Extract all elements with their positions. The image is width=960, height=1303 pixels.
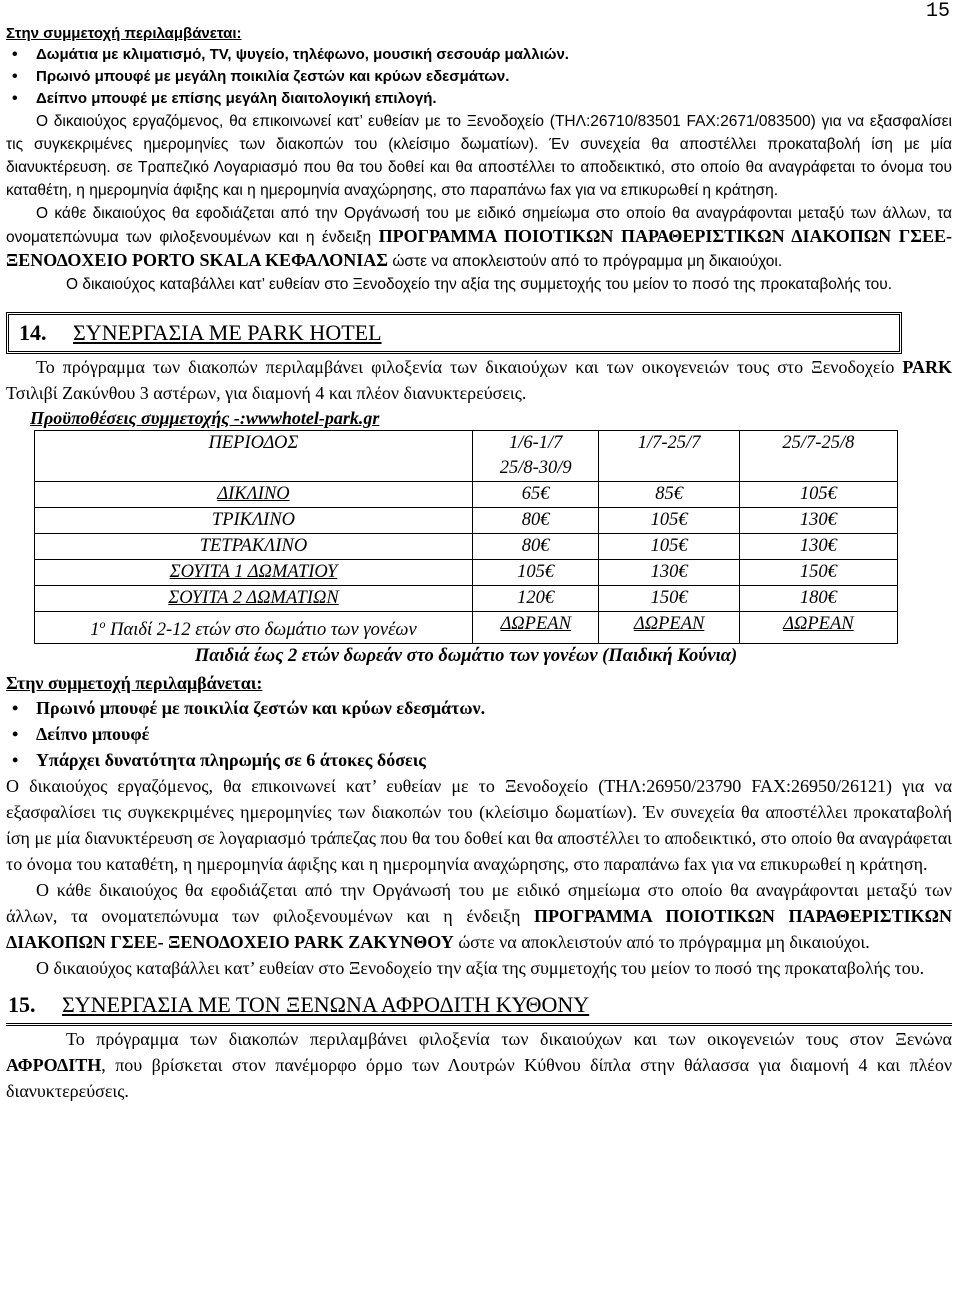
guesthouse-name: ΑΦΡΟΔΙΤΗ [6,1055,102,1076]
price-cell [472,612,598,644]
section-title: ΣΥΝΕΡΓΑΣΙΑ ΜΕ ΤΟΝ ΞΕΝΩΝΑ ΑΦΡΟΔΙΤΗ ΚΥΘΟΝΥ [62,992,590,1018]
table-footnote-row [35,644,898,670]
child-row-number: 1 [90,620,100,641]
voucher-text-end: ώστε να αποκλειστούν από το πρόγραμμα μη δικαιούχοι. [453,932,870,953]
room-type: ΤΡΙΚΛΙΝΟ [35,508,473,534]
price-cell: 105€ [472,560,598,586]
room-type [35,586,473,612]
section-number: 14. [19,320,47,345]
price-cell: 85€ [599,482,739,508]
price-cell: 65€ [472,482,598,508]
document-page [6,0,952,1104]
table-row [35,586,898,612]
table-row [35,534,898,560]
price-cell: 130€ [739,508,897,534]
price-table [34,430,898,669]
intro-text: Το πρόγραμμα των διακοπών περιλαμβάνει φιλοξενία των δικαιούχων και των οικογενειών τους στον Ξενώνα [66,1029,952,1050]
price-cell: 105€ [599,508,739,534]
table-row [35,482,898,508]
intro-text: Το πρόγραμμα των διακοπών περιλαμβάνει φιλοξενία των δικαιούχων και των οικογενειών τους στο Ξενοδοχείο [36,357,903,377]
free-label: ΔΩΡΕΑΝ [500,614,571,634]
section-14-includes-heading: Στην συμμετοχή περιλαμβάνεται: [6,673,263,694]
room-type-label: ΣΟΥΙΤΑ 2 ΔΩΜΑΤΙΩΝ [168,588,339,608]
child-row-ordinal: ο [99,617,106,631]
header-col-3: 25/7-25/8 [739,431,897,482]
free-label: ΔΩΡΕΑΝ [783,614,854,634]
page-number: 15 [925,0,950,23]
price-cell: 130€ [739,534,897,560]
price-cell: 130€ [599,560,739,586]
price-cell [599,612,739,644]
section-14-includes-list [6,695,952,773]
section-15-heading [6,987,952,1026]
child-row-text: Παιδί 2-12 ετών στο δωμάτιο των γονέων [105,620,417,641]
section-14-voucher-paragraph [6,877,952,955]
includes-heading: Στην συμμετοχή περιλαμβάνεται: [6,25,242,42]
list-item: • Δείπνο μπουφέ με επίσης μεγάλη διαιτολογική επιλογή. [6,88,952,110]
list-item: • Πρωινό μπουφέ με ποικιλία ζεστών και κρύων εδεσμάτων. [6,695,952,721]
booking-paragraph: Ο δικαιούχος εργαζόμενος, θα επικοινωνεί κατ’ ευθείαν με το Ξενοδοχείο (ΤΗΛ:26710/83501 FAX:2671/083500) για να εξασφαλίσει τις συγκεκριμένες ημερομηνίες των διακοπών του (κλείσιμο δωματίων). Έν συνεχεία θα αποστέλλει προκαταβολή ίση με μία διανυκτέρευση. σε Τραπεζικό Λογαριασμό που θα του δοθεί και θα αποστέλλει το αποδεικτικό, στο οποίο θα αναγράφεται το όνομα του καταθέτη, η ημερομηνία άφιξης και η ημερομηνία αναχώρησης, στο παραπάνω fax για να επικυρωθεί η κράτηση. [6,113,952,199]
header-col-1 [472,431,598,482]
table-header-row [35,431,898,482]
section-number: 15. [8,992,36,1018]
voucher-text-end: ώστε να αποκλειστούν από το πρόγραμμα μη δικαιούχοι. [388,253,783,270]
section-14-booking-paragraph: Ο δικαιούχος εργαζόμενος, θα επικοινωνεί κατ’ ευθείαν με το Ξενοδοχείο (ΤΗΛ:26950/23790 FAX:26950/26121) για να εξασφαλίσει τις συγκεκριμένες ημερομηνίες των διακοπών του (κλείσιμο δωματίων). Έν συνεχεία θα αποστέλλει προκαταβολή ίση με μία διανυκτέρευση σε λογαριασμό τράπεζας που θα του δοθεί και θα αποστέλλει το αποδεικτικό, στο οποίο θα αναγράφεται το όνομα του καταθέτη, η ημερομηνία άφιξης και η ημερομηνία αναχώρησης, στο παραπάνω fax για να επικυρωθεί η κράτηση. [6,776,952,875]
table-row [35,560,898,586]
room-type-label: ΔΙΚΛΙΝΟ [217,484,290,504]
price-cell: 105€ [599,534,739,560]
voucher-paragraph [6,202,952,273]
list-item: • Υπάρχει δυνατότητα πληρωμής σε 6 άτοκες δόσεις [6,747,952,773]
intro-text-end: , που βρίσκεται στον πανέμορφο όρμο των Λουτρών Κύθνου δίπλα στην θάλασσα για διαμονή 4 και πλέον διανυκτερεύσεις. [6,1055,952,1102]
header-col-1-line1: 1/6-1/7 [508,433,563,453]
section-14-heading [6,312,902,354]
room-type [35,560,473,586]
price-cell [739,612,897,644]
room-type-label: ΣΟΥΙΤΑ 1 ΔΩΜΑΤΙΟΥ [169,562,338,582]
price-cell: 120€ [472,586,598,612]
price-cell: 105€ [739,482,897,508]
program-name: ΠΡΟΓΡΑΜΜΑ ΠΟΙΟΤΙΚΩΝ ΠΑΡΑΘΕΡΙΣΤΙΚΩΝ ΔΙΑΚΟΠΩΝ ΓΣΕΕ- ΞΕΝΟΔΟΧΕΙΟ PORTO SKALA ΚΕΦΑΛΟΝΙΑΣ [6,226,952,270]
section-14-payment-paragraph: Ο δικαιούχος καταβάλλει κατ’ ευθείαν στο Ξενοδοχείο την αξία της συμμετοχής του μείον το ποσό της προκαταβολής του. [36,958,925,979]
price-cell: 80€ [472,534,598,560]
room-type: ΤΕΤΡΑΚΛΙΝΟ [35,534,473,560]
list-item: • Πρωινό μπουφέ με μεγάλη ποικιλία ζεστών και κρύων εδεσμάτων. [6,66,952,88]
header-col-1-line2: 25/8-30/9 [499,458,572,478]
voucher-text: Ο κάθε δικαιούχος θα εφοδιάζεται από την Οργάνωσή του με ειδικό σημείωμα στο οποίο θα αναγράφονται μεταξύ των άλλων, τα ονοματεπώνυμα των φιλοξενουμένων και η ένδειξη [6,880,952,927]
section-15-intro [6,1026,952,1104]
header-col-2: 1/7-25/7 [599,431,739,482]
voucher-text: Ο κάθε δικαιούχος θα εφοδιάζεται από την Οργάνωσή του με ειδικό σημείωμα στο οποίο θα αναγράφονται μεταξύ των άλλων, τα ονοματεπώνυμα των φιλοξενουμένων και η ένδειξη [6,205,952,246]
room-type [35,482,473,508]
header-period: ΠΕΡΙΟΔΟΣ [35,431,473,482]
program-name: ΠΡΟΓΡΑΜΜΑ ΠΟΙΟΤΙΚΩΝ ΠΑΡΑΘΕΡΙΣΤΙΚΩΝ ΔΙΑΚΟΠΩΝ ΓΣΕΕ- ΞΕΝΟΔΟΧΕΙΟ PARK ΖΑΚΥΝΘΟΥ [6,906,952,953]
table-row [35,612,898,644]
intro-text-end: Τσιλιβί Ζακύνθου 3 αστέρων, για διαμονή 4 και πλέον διανυκτερεύσεις. [6,383,527,403]
list-item: • Δωμάτια με κλιματισμό, TV, ψυγείο, τηλέφωνο, μουσική σεσουάρ μαλλιών. [6,44,952,66]
list-item: • Δείπνο μπουφέ [6,721,952,747]
price-cell: 150€ [739,560,897,586]
section-title: ΣΥΝΕΡΓΑΣΙΑ ΜΕ PARK HOTEL [73,320,382,345]
payment-paragraph: Ο δικαιούχος καταβάλλει κατ’ ευθείαν στο Ξενοδοχείο την αξία της συμμετοχής του μείον το ποσό της προκαταβολής του. [66,276,893,293]
price-cell: 180€ [739,586,897,612]
table-footnote: Παιδιά έως 2 ετών δωρεάν στο δωμάτιο των γονέων (Παιδική Κούνια) [194,646,738,667]
child-row-label [35,612,473,644]
price-cell: 150€ [599,586,739,612]
hotel-name: PARK [902,357,952,377]
free-label: ΔΩΡΕΑΝ [633,614,705,634]
requirements-line: Προϋποθέσεις συμμετοχής -:wwwhotel-park.gr [30,408,380,428]
table-row [35,508,898,534]
price-cell: 80€ [472,508,598,534]
section-14-intro [6,354,952,406]
includes-list [6,44,952,110]
